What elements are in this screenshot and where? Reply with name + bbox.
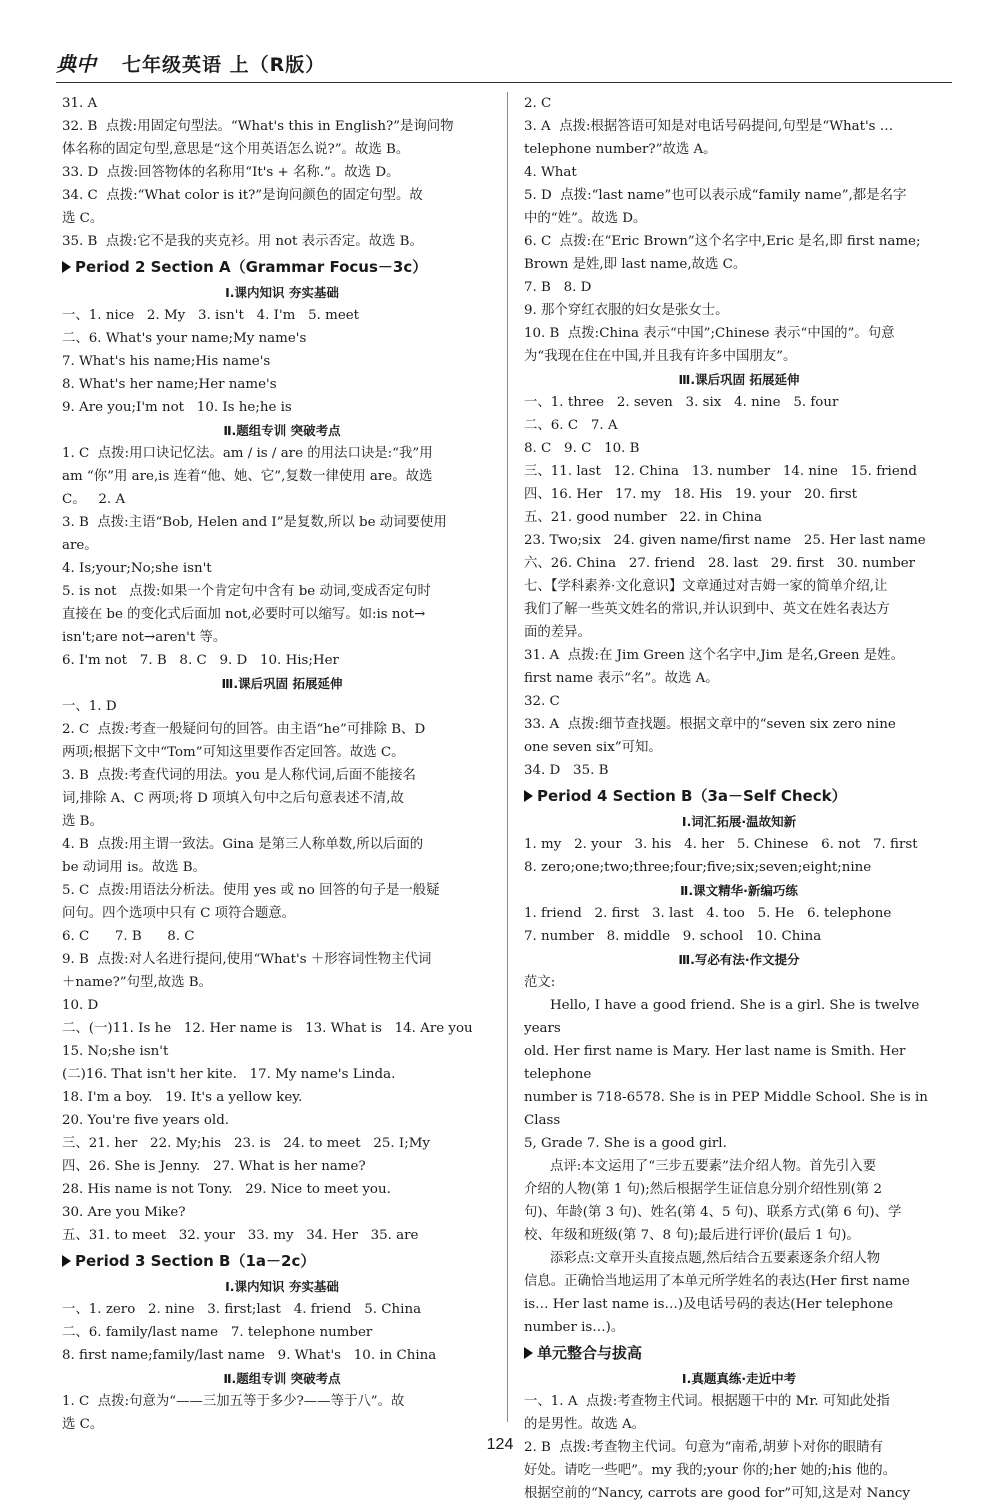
subsection-heading: Ⅲ.课后巩固 拓展延伸 — [678, 372, 800, 387]
answer-line: (二)16. That isn't her kite. 17. My name's Linda. — [62, 1067, 396, 1082]
answer-line: 2. C 点拨:考查一般疑问句的回答。由主语“he”可排除 B、D — [62, 722, 426, 737]
answer-line: isn't;are not→aren't 等。 — [62, 630, 227, 645]
answer-line: 为“我现在住在中国,并且我有许多中国朋友”。 — [524, 349, 797, 364]
answer-line: 2. B 点拨:考查物主代词。句意为“南希,胡萝卜对你的眼睛有 — [524, 1440, 883, 1455]
answer-line: 的是男性。故选 A。 — [524, 1417, 646, 1432]
answer-line: 4. B 点拨:用主谓一致法。Gina 是第三人称单数,所以后面的 — [62, 837, 424, 852]
answer-line: 8. zero;one;two;three;four;five;six;seven;eight;nine — [524, 860, 872, 875]
subsection-heading: Ⅱ.课文精华·新编巧练 — [680, 883, 798, 898]
answer-line: 信息。正确恰当地运用了本单元所学姓名的表达(Her first name — [524, 1274, 910, 1289]
answer-line: 七、【学科素养·文化意识】文章通过对吉姆一家的简单介绍,让 — [524, 579, 888, 594]
answer-line: 3. A 点拨:根据答语可知是对电话号码提问,句型是“What's … — [524, 119, 894, 134]
answer-line: 8. C 9. C 10. B — [524, 441, 640, 456]
answer-line: is… Her last name is…)及电话号码的表达(Her telephone — [524, 1297, 894, 1312]
section-heading-text: Period 2 Section A（Grammar Focus－3c） — [75, 258, 428, 276]
answer-line: 选 C。 — [62, 1417, 104, 1432]
answer-line: 33. A 点拨:细节查找题。根据文章中的“seven six zero nine — [524, 717, 896, 732]
answer-line: 校、年级和班级(第 7、8 句);最后进行评价(最后 1 句)。 — [524, 1228, 860, 1243]
answer-line: 30. Are you Mike? — [62, 1205, 186, 1220]
answer-line: 20. You're five years old. — [62, 1113, 230, 1128]
section-heading-text: 单元整合与拔高 — [537, 1344, 643, 1362]
answer-line: 9. Are you;I'm not 10. Is he;he is — [62, 400, 292, 415]
answer-line: 3. B 点拨:主语“Bob, Helen and I”是复数,所以 be 动词要使用 — [62, 515, 447, 530]
answer-line: 1. C 点拨:用口诀记忆法。am / is / are 的用法口诀是:“我”用 — [62, 446, 433, 461]
answer-line: 问句。四个选项中只有 C 项符合题意。 — [62, 906, 296, 921]
answer-line: 三、21. her 22. My;his 23. is 24. to meet 25. I;My — [62, 1136, 430, 1151]
answer-line: 23. Two;six 24. given name/first name 25. Her last name — [524, 533, 926, 548]
subsection-heading: Ⅰ.真题真练·走近中考 — [681, 1371, 797, 1386]
left-column — [62, 92, 502, 1436]
answer-line: are。 — [62, 538, 98, 553]
answer-line: be 动词用 is。故选 B。 — [62, 860, 206, 875]
answer-line: 10. D — [62, 998, 99, 1013]
answer-line: 5. C 点拨:用语法分析法。使用 yes 或 no 回答的句子是一般疑 — [62, 883, 440, 898]
answer-line: 根据空前的“Nancy, carrots are good for”可知,这是对 Nancy — [524, 1486, 910, 1501]
answer-line: 6. C 点拨:在“Eric Brown”这个名字中,Eric 是名,即 first name; — [524, 234, 921, 249]
answer-line: 4. What — [524, 165, 577, 180]
answer-line: 选 B。 — [62, 814, 103, 829]
answer-line: 介绍的人物(第 1 句);然后根据学生证信息分别介绍性别(第 2 — [524, 1182, 882, 1197]
section-heading — [524, 1340, 954, 1366]
answer-line: 2. C — [524, 96, 552, 111]
answer-line: 选 C。 — [62, 211, 104, 226]
answer-line: 范文: — [524, 975, 556, 990]
answer-line: 31. A — [62, 96, 98, 111]
answer-line: 31. A 点拨:在 Jim Green 这个名字中,Jim 是名,Green 是姓。 — [524, 648, 904, 663]
answer-line: 一、1. three 2. seven 3. six 4. nine 5. four — [524, 395, 839, 410]
answer-line: 4. Is;your;No;she isn't — [62, 561, 212, 576]
answer-line: 好处。请吃一些吧”。my 我的;your 你的;her 她的;his 他的。 — [524, 1463, 897, 1478]
answer-line: 面的差异。 — [524, 625, 591, 640]
answer-line: 中的“姓”。故选 D。 — [524, 211, 647, 226]
subsection-heading: Ⅰ.课内知识 夯实基础 — [225, 285, 339, 300]
answer-line: 32. B 点拨:用固定句型法。“What's this in English?”是询问物 — [62, 119, 454, 134]
answer-line: one seven six”可知。 — [524, 740, 662, 755]
answer-line: am “你”用 are,is 连着“他、她、它”,复数一律使用 are。故选 — [62, 469, 433, 484]
subsection-heading: Ⅲ.写必有法·作文提分 — [678, 952, 800, 967]
answer-line: 5, Grade 7. She is a good girl. — [524, 1136, 727, 1151]
answer-line: 9. 那个穿红衣服的妇女是张女士。 — [524, 303, 729, 318]
answer-line: 五、21. good number 22. in China — [524, 510, 762, 525]
answer-line: 8. first name;family/last name 9. What's 10. in China — [62, 1348, 437, 1363]
answer-line: 10. B 点拨:China 表示“中国”;Chinese 表示“中国的”。句意 — [524, 326, 895, 341]
answer-line: 18. I'm a boy. 19. It's a yellow key. — [62, 1090, 303, 1105]
answer-line: 34. D 35. B — [524, 763, 609, 778]
section-heading — [62, 254, 502, 280]
answer-line: 5. D 点拨:“last name”也可以表示成“family name”,都是名字 — [524, 188, 907, 203]
answer-line: 直接在 be 的变化式后面加 not,必要时可以缩写。如:is not→ — [62, 607, 426, 622]
answer-line: 一、1. zero 2. nine 3. first;last 4. friend 5. China — [62, 1302, 422, 1317]
answer-line: ＋name?”句型,故选 B。 — [62, 975, 212, 990]
page-number: 124 — [486, 1436, 514, 1453]
section-heading-text: Period 3 Section B（1a－2c） — [75, 1252, 316, 1270]
answer-line: 三、11. last 12. China 13. number 14. nine 15. friend — [524, 464, 917, 479]
section-heading — [62, 1248, 502, 1274]
answer-line: 3. B 点拨:考查代词的用法。you 是人称代词,后面不能接名 — [62, 768, 416, 783]
answer-line: 二、6. family/last name 7. telephone number — [62, 1325, 373, 1340]
answer-line: 1. friend 2. first 3. last 4. too 5. He 6. telephone — [524, 906, 892, 921]
answer-line: 5. is not 点拨:如果一个肯定句中含有 be 动词,变成否定句时 — [62, 584, 431, 599]
page-header — [56, 42, 956, 82]
answer-line: 五、31. to meet 32. your 33. my 34. Her 35. are — [62, 1228, 419, 1243]
answer-line: 二、(一)11. Is he 12. Her name is 13. What is 14. Are you — [62, 1021, 473, 1036]
answer-line: 四、26. She is Jenny. 27. What is her name? — [62, 1159, 366, 1174]
book-title: 七年级英语 上（R版） — [122, 54, 326, 76]
answer-line: 32. C — [524, 694, 560, 709]
section-heading-text: Period 4 Section B（3a－Self Check） — [537, 787, 847, 805]
answer-line: first name 表示“名”。故选 A。 — [524, 671, 719, 686]
answer-line: 7. B 8. D — [524, 280, 592, 295]
answer-line: number is…)。 — [524, 1320, 625, 1335]
subsection-heading: Ⅰ.课内知识 夯实基础 — [225, 1279, 339, 1294]
column-divider — [507, 92, 508, 1422]
header-divider — [56, 82, 952, 83]
answer-line: 二、6. C 7. A — [524, 418, 618, 433]
subsection-heading: Ⅲ.课后巩固 拓展延伸 — [221, 676, 343, 691]
answer-line: 15. No;she isn't — [62, 1044, 169, 1059]
answer-line: 35. B 点拨:它不是我的夹克衫。用 not 表示否定。故选 B。 — [62, 234, 423, 249]
answer-line: 二、6. What's your name;My name's — [62, 331, 307, 346]
subsection-heading: Ⅱ.题组专训 突破考点 — [223, 1371, 341, 1386]
answer-line: 7. What's his name;His name's — [62, 354, 271, 369]
answer-line: number is 718-6578. She is in PEP Middle School. She is in Class — [524, 1090, 933, 1128]
answer-line: Brown 是姓,即 last name,故选 C。 — [524, 257, 747, 272]
answer-line: 句)、年龄(第 3 句)、姓名(第 4、5 句)、联系方式(第 6 句)、学 — [524, 1205, 902, 1220]
answer-line: 体名称的固定句型,意思是“这个用英语怎么说?”。故选 B。 — [62, 142, 410, 157]
answer-line: 词,排除 A、C 两项;将 D 项填入句中之后句意表述不清,故 — [62, 791, 404, 806]
answer-line: 一、1. A 点拨:考查物主代词。根据题干中的 Mr. 可知此处指 — [524, 1394, 890, 1409]
book-logo: 典中 — [56, 52, 96, 76]
answer-line: 34. C 点拨:“What color is it?”是询问颜色的固定句型。故 — [62, 188, 423, 203]
triangle-arrow-icon — [524, 790, 533, 802]
answer-line: 一、1. D — [62, 699, 117, 714]
answer-line: old. Her first name is Mary. Her last name is Smith. Her telephone — [524, 1044, 910, 1082]
answer-line: 6. I'm not 7. B 8. C 9. D 10. His;Her — [62, 653, 339, 668]
subsection-heading: Ⅰ.词汇拓展·温故知新 — [681, 814, 797, 829]
answer-line: 7. number 8. middle 9. school 10. China — [524, 929, 822, 944]
answer-line: 28. His name is not Tony. 29. Nice to meet you. — [62, 1182, 391, 1197]
triangle-arrow-icon — [524, 1347, 533, 1359]
answer-line: telephone number?”故选 A。 — [524, 142, 717, 157]
answer-line: 1. my 2. your 3. his 4. her 5. Chinese 6. not 7. first — [524, 837, 918, 852]
section-heading — [524, 783, 954, 809]
answer-line: 33. D 点拨:回答物体的名称用“It's + 名称.”。故选 D。 — [62, 165, 400, 180]
answer-line: 一、1. nice 2. My 3. isn't 4. I'm 5. meet — [62, 308, 360, 323]
answer-line: 点评:本文运用了“三步五要素”法介绍人物。首先引入要 — [550, 1159, 877, 1174]
answer-line: C。 2. A — [62, 492, 126, 507]
answer-line: 六、26. China 27. friend 28. last 29. first 30. number — [524, 556, 916, 571]
answer-line: 添彩点:文章开头直接点题,然后结合五要素逐条介绍人物 — [550, 1251, 881, 1266]
answer-line: 8. What's her name;Her name's — [62, 377, 277, 392]
answer-line: 两项;根据下文中“Tom”可知这里要作否定回答。故选 C。 — [62, 745, 405, 760]
answer-line: 我们了解一些英文姓名的常识,并认识到中、英文在姓名表达方 — [524, 602, 890, 617]
answer-line: 9. B 点拨:对人名进行提问,使用“What's ＋形容词性物主代词 — [62, 952, 432, 967]
answer-line: 四、16. Her 17. my 18. His 19. your 20. first — [524, 487, 857, 502]
answer-line: 1. C 点拨:句意为“——三加五等于多少?——等于八”。故 — [62, 1394, 405, 1409]
subsection-heading: Ⅱ.题组专训 突破考点 — [223, 423, 341, 438]
triangle-arrow-icon — [62, 261, 71, 273]
answer-line: 6. C 7. B 8. C — [62, 929, 195, 944]
answer-line: Hello, I have a good friend. She is a girl. She is twelve years — [524, 998, 924, 1036]
triangle-arrow-icon — [62, 1255, 71, 1267]
right-column — [524, 92, 954, 1505]
